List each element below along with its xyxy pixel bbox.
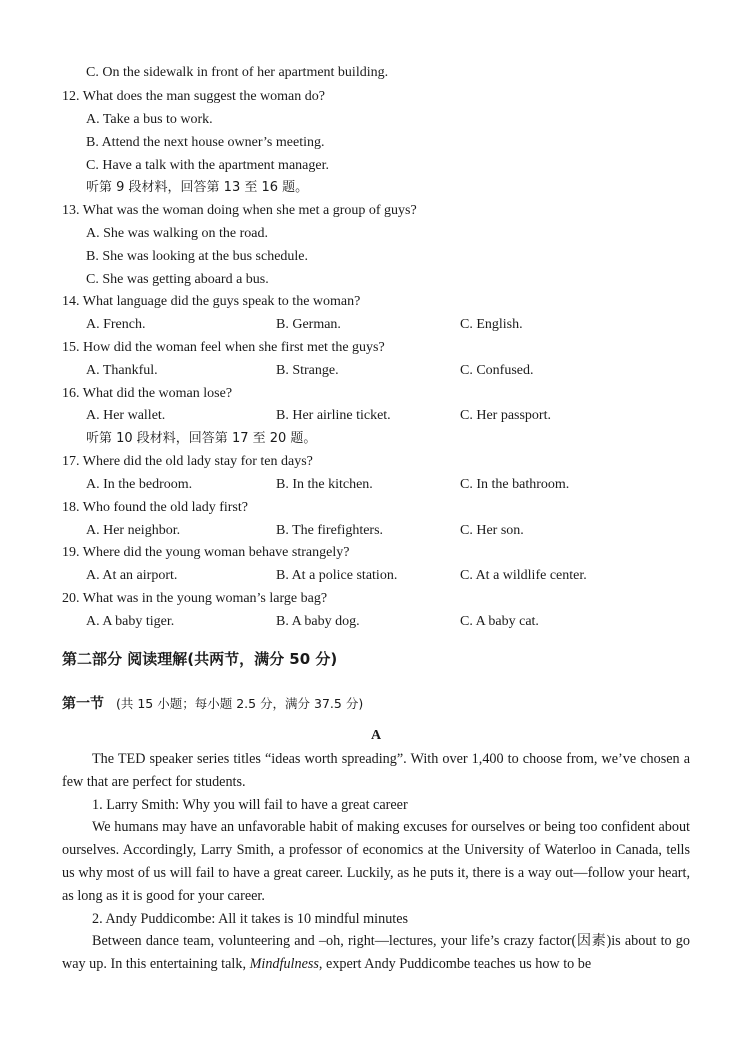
passage-intro: The TED speaker series titles “ideas worth spreading”. With over 1,400 to choose from, we’ve chosen a few that are perfect for students. — [62, 751, 690, 790]
q15-stem: 15. How did the woman feel when she first met the guys? — [62, 340, 385, 355]
note-section-9: 听第 9 段材料，回答第 13 至 16 题。 — [86, 180, 309, 195]
q20-option-c: C. A baby cat. — [460, 614, 539, 629]
item2-body-post: , expert Andy Puddicombe teaches us how to be — [318, 956, 592, 972]
q15-option-a: A. Thankful. — [86, 363, 158, 378]
q12-option-b: B. Attend the next house owner’s meeting. — [86, 135, 325, 150]
q18-stem: 18. Who found the old lady first? — [62, 500, 248, 515]
q18-option-c: C. Her son. — [460, 523, 524, 538]
q15-option-b: B. Strange. — [276, 363, 339, 378]
q20-stem: 20. What was in the young woman’s large bag? — [62, 591, 328, 606]
q13-option-a: A. She was walking on the road. — [86, 226, 268, 241]
q14-option-c: C. English. — [460, 317, 523, 332]
q14-option-a: A. French. — [86, 317, 146, 332]
q19-stem: 19. Where did the young woman behave strangely? — [62, 545, 350, 560]
item2-body-pre: Between dance team, volunteering and –oh, right—lectures, your life’s crazy factor(因素)is about to go way up. In this entertaining talk, — [62, 933, 690, 972]
q18-option-a: A. Her neighbor. — [86, 523, 181, 538]
section-one-heading — [62, 693, 363, 713]
section-one-scoring: (共 15 小题；每小题 2.5 分，满分 37.5 分) — [116, 696, 364, 711]
q12-option-a: A. Take a bus to work. — [86, 112, 213, 127]
q12-option-c: C. Have a talk with the apartment manager. — [86, 158, 329, 173]
note-section-10: 听第 10 段材料，回答第 17 至 20 题。 — [86, 431, 317, 446]
item1-heading: 1. Larry Smith: Why you will fail to have a great career — [92, 797, 408, 813]
q18-option-b: B. The firefighters. — [276, 523, 384, 538]
q16-option-a: A. Her wallet. — [86, 408, 166, 423]
q16-option-b: B. Her airline ticket. — [276, 408, 391, 423]
q13-option-c: C. She was getting aboard a bus. — [86, 272, 269, 287]
q16-option-c: C. Her passport. — [460, 408, 551, 423]
item2-heading: 2. Andy Puddicombe: All it takes is 10 mindful minutes — [92, 911, 409, 927]
q17-option-c: C. In the bathroom. — [460, 477, 570, 492]
part-two-title: 第二部分 阅读理解(共两节，满分 50 分) — [62, 650, 338, 668]
q14-stem: 14. What language did the guys speak to the woman? — [62, 294, 361, 309]
item2-body — [62, 930, 690, 976]
q19-option-c: C. At a wildlife center. — [460, 568, 587, 583]
section-one-label: 第一节 — [62, 696, 104, 712]
q20-option-b: B. A baby dog. — [276, 614, 360, 629]
passage-letter: A — [370, 728, 382, 743]
q17-option-b: B. In the kitchen. — [276, 477, 373, 492]
q20-option-a: A. A baby tiger. — [86, 614, 175, 629]
q13-option-b: B. She was looking at the bus schedule. — [86, 249, 309, 264]
q15-option-c: C. Confused. — [460, 363, 534, 378]
q17-stem: 17. Where did the old lady stay for ten days? — [62, 454, 313, 469]
q19-option-a: A. At an airport. — [86, 568, 178, 583]
item1-body: We humans may have an unfavorable habit of making excuses for ourselves or being too confident about ourselves. Accordingly, Larry Smith, a professor of economics at the University of Waterloo in Canada, tells us why most of us will fail to have a great career. Luckily, as he puts it, there is a way out—follow your heart, as long as it is good for your career. — [62, 819, 690, 904]
q14-option-b: B. German. — [276, 317, 341, 332]
q19-option-b: B. At a police station. — [276, 568, 398, 583]
q11-option-c: C. On the sidewalk in front of her apartment building. — [86, 65, 389, 80]
item2-body-emphasis: Mindfulness — [249, 956, 319, 972]
q16-stem: 16. What did the woman lose? — [62, 386, 233, 401]
q12-stem: 12. What does the man suggest the woman do? — [62, 89, 325, 104]
q13-stem: 13. What was the woman doing when she met a group of guys? — [62, 203, 417, 218]
q17-option-a: A. In the bedroom. — [86, 477, 193, 492]
